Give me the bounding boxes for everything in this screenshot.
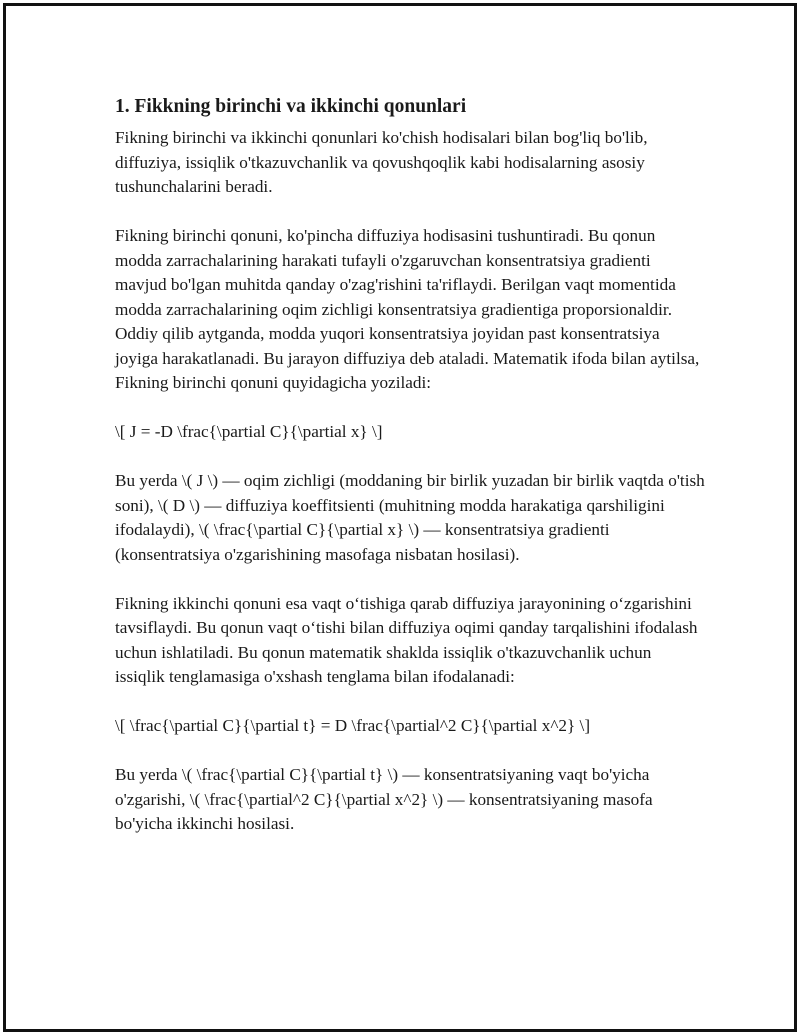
second-law-formula: \[ \frac{\partial C}{\partial t} = D \frac{\partial^2 C}{\partial x^2} \] bbox=[115, 716, 591, 735]
section-heading: 1. Fikkning birinchi va ikkinchi qonunlari bbox=[115, 96, 467, 117]
second-law-explanation: Bu yerda \( \frac{\partial C}{\partial t} \) — konsentratsiyaning vaqt bo'yicha o'zgarishi, \( \frac{\partial^2 C}{\partial x^2} \) — konsentratsiyaning masofa bo'yicha ikkinchi hosilasi. bbox=[115, 765, 653, 833]
intro-paragraph: Fikning birinchi va ikkinchi qonunlari ko'chish hodisalari bilan bog'liq bo'lib, diffuziya, issiqlik o'tkazuvchanlik va qovushqoqlik kabi hodisalarning asosiy tushunchalarini beradi. bbox=[115, 128, 648, 196]
first-law-formula: \[ J = -D \frac{\partial C}{\partial x} \] bbox=[115, 422, 383, 441]
first-law-explanation: Bu yerda \( J \) — oqim zichligi (moddaning bir birlik yuzadan bir birlik vaqtda o'tish soni), \( D \) — diffuziya koeffitsienti (muhitning modda harakatiga qarshiligini ifodalaydi), \( \frac{\partial C}{\partial x} \) — konsentratsiya gradienti (konsentratsiya o'zgarishining masofaga nisbatan hosilasi). bbox=[115, 471, 705, 564]
document-body bbox=[115, 94, 705, 861]
first-law-paragraph: Fikning birinchi qonuni, ko'pincha diffuziya hodisasini tushuntiradi. Bu qonun modda zarrachalarining harakati tufayli o'zgaruvchan konsentratsiya gradienti mavjud bo'lgan muhitda qanday o'zag'rishini ta'riflaydi. Berilgan vaqt momentida modda zarrachalarining oqim zichligi konsentratsiya gradientiga proporsionaldir. Oddiy qilib aytganda, modda yuqori konsentratsiya joyidan past konsentratsiya joyiga harakatlanadi. Bu jarayon diffuziya deb ataladi. Matematik ifoda bilan aytilsa, Fikning birinchi qonuni quyidagicha yoziladi: bbox=[115, 226, 700, 392]
second-law-paragraph: Fikning ikkinchi qonuni esa vaqt o‘tishiga qarab diffuziya jarayonining o‘zgarishini tavsiflaydi. Bu qonun vaqt o‘tishi bilan diffuziya oqimi qanday tarqalishini ifodalash uchun ishlatiladi. Bu qonun matematik shaklda issiqlik o'tkazuvchanlik uchun issiqlik tenglamasiga o'xshash tenglama bilan ifodalanadi: bbox=[115, 593, 698, 686]
